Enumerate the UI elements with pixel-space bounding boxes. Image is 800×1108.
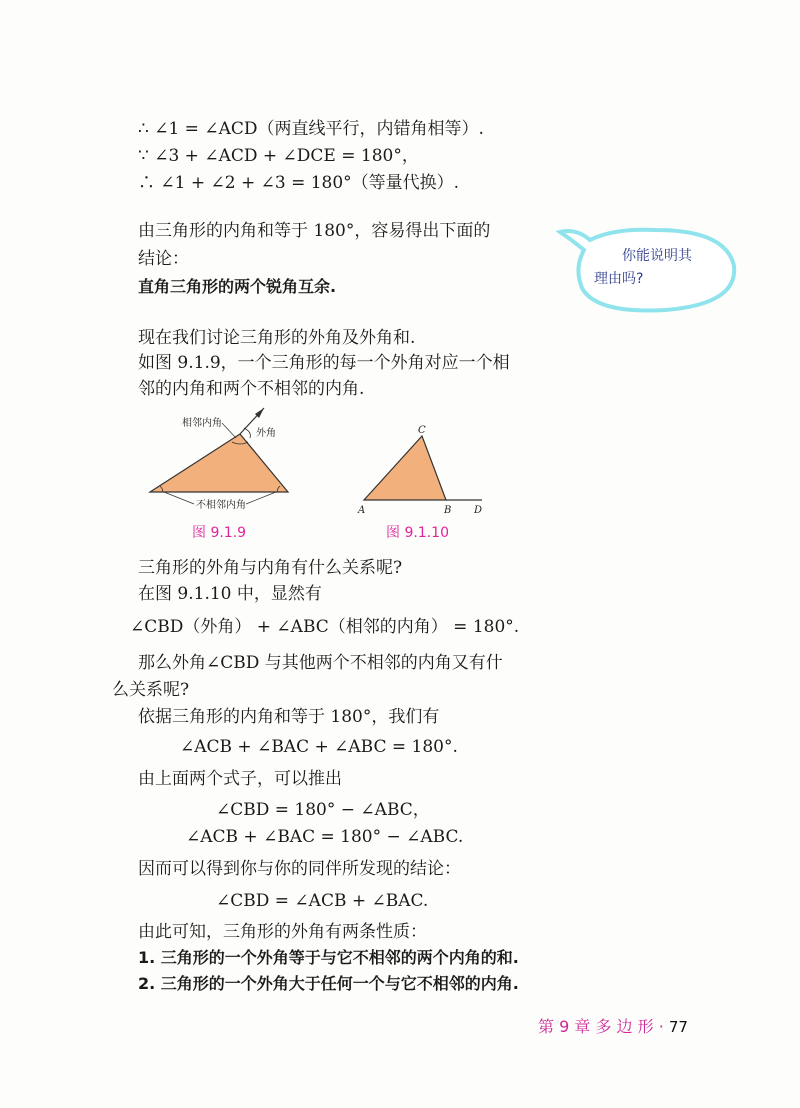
page-number: 77 bbox=[668, 1018, 688, 1036]
line-22: 由此可知，三角形的外角有两条性质： bbox=[138, 922, 427, 942]
line-7: 现在我们讨论三角形的外角及外角和. bbox=[138, 328, 416, 348]
bubble-text-2: 理由吗? bbox=[594, 271, 644, 287]
line-14: 么关系呢? bbox=[112, 680, 190, 700]
label-nonadjacent: 不相邻内角 bbox=[196, 500, 246, 511]
label-adjacent: 相邻内角 bbox=[182, 418, 222, 429]
property-2: 2. 三角形的一个外角大于任何一个与它不相邻的内角. bbox=[138, 974, 519, 993]
page-footer bbox=[538, 1014, 688, 1037]
line-17: 由上面两个式子，可以推出 bbox=[138, 769, 342, 789]
speech-bubble bbox=[556, 218, 742, 318]
label-a: A bbox=[358, 505, 366, 516]
figure-9-1-10 bbox=[350, 420, 500, 518]
label-d: D bbox=[474, 505, 483, 516]
property-1: 1. 三角形的一个外角等于与它不相邻的两个内角的和. bbox=[138, 948, 519, 967]
bubble-text-1: 你能说明其 bbox=[622, 248, 692, 264]
line-20: 因而可以得到你与你的同伴所发现的结论： bbox=[138, 859, 461, 879]
line-3: ∴ ∠1 + ∠2 + ∠3 = 180°（等量代换）. bbox=[138, 173, 460, 193]
line-8: 如图 9.1.9，一个三角形的每一个外角对应一个相 bbox=[138, 353, 510, 373]
line-12-formula: ∠CBD（外角） + ∠ABC（相邻的内角） = 180°. bbox=[130, 617, 520, 637]
line-4: 由三角形的内角和等于 180°，容易得出下面的 bbox=[138, 221, 491, 241]
line-18-formula: ∠CBD = 180° − ∠ABC， bbox=[216, 800, 430, 820]
caption-figure-9-1-10: 图 9.1.10 bbox=[386, 525, 449, 541]
line-6-conclusion: 直角三角形的两个锐角互余. bbox=[138, 277, 337, 296]
figure-9-1-9 bbox=[140, 406, 300, 516]
line-15: 依据三角形的内角和等于 180°，我们有 bbox=[138, 707, 440, 727]
leader-nonadjacent-right bbox=[246, 492, 276, 504]
triangle-abc bbox=[364, 436, 446, 500]
line-9: 邻的内角和两个不相邻的内角. bbox=[138, 379, 365, 399]
line-10: 三角形的外角与内角有什么关系呢? bbox=[138, 558, 403, 578]
leader-adjacent bbox=[222, 423, 236, 438]
caption-figure-9-1-9: 图 9.1.9 bbox=[192, 525, 247, 541]
line-13: 那么外角∠CBD 与其他两个不相邻的内角又有什 bbox=[138, 653, 503, 673]
triangle-shape bbox=[150, 434, 288, 492]
line-19-formula: ∠ACB + ∠BAC = 180° − ∠ABC. bbox=[186, 827, 464, 847]
line-1: ∴ ∠1 = ∠ACD（两直线平行，内错角相等）. bbox=[138, 119, 484, 139]
line-21-formula: ∠CBD = ∠ACB + ∠BAC. bbox=[216, 891, 429, 911]
label-exterior: 外角 bbox=[256, 428, 276, 439]
line-5: 结论： bbox=[138, 249, 189, 269]
chapter-label: 第 9 章 多 边 形 · bbox=[538, 1017, 664, 1036]
line-2: ∵ ∠3 + ∠ACD + ∠DCE = 180°， bbox=[138, 146, 419, 166]
leader-nonadjacent-left bbox=[164, 492, 194, 504]
bubble-outline bbox=[560, 230, 734, 311]
label-c: C bbox=[418, 425, 426, 436]
line-11: 在图 9.1.10 中，显然有 bbox=[138, 584, 322, 604]
label-b: B bbox=[444, 505, 452, 516]
line-16-formula: ∠ACB + ∠BAC + ∠ABC = 180°. bbox=[180, 737, 458, 757]
